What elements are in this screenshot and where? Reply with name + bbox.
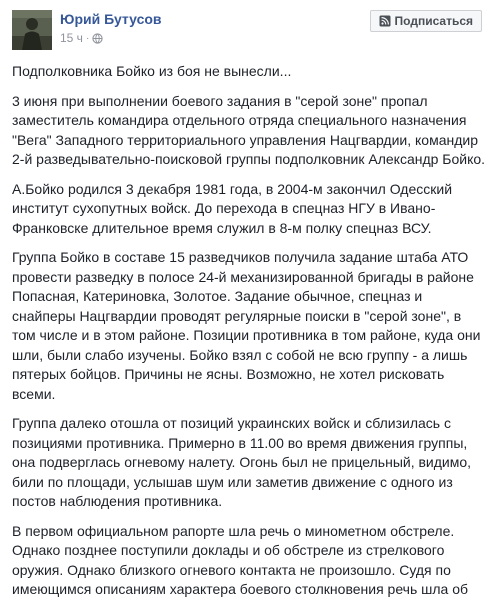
globe-icon[interactable] xyxy=(92,33,103,44)
post-paragraph: А.Бойко родился 3 декабря 1981 года, в 2004-м закончил Одесский институт сухопутных войск. До перехода в спецназ НГУ в Ивано-Франковске длительное время служил в 8-м полку спецназ ВСУ. xyxy=(12,180,453,236)
avatar[interactable] xyxy=(12,10,52,50)
post-time[interactable]: 15 ч xyxy=(60,31,83,45)
post-paragraph: Группа Бойко в составе 15 разведчиков получила задание штаба АТО провести разведку в полосе 24-й механизированной бригады в районе Попасная, Катериновка, Золотое. Задание обычное, спецназ и снайперы Нацгвардии проводят регулярные поиски в "серой зоне", в том числе и в этом районе. Позиции противника в том районе, куда они шли, были слабо изучены. Бойко взял с собой не всю группу - а лишь пятерых бойцов. Причины не ясны. Возможно, не хотел рисковать всеми. xyxy=(12,249,481,402)
author-name[interactable]: Юрий Бутусов xyxy=(60,11,162,27)
rss-follow-icon xyxy=(379,15,391,27)
post-paragraph: Подполковника Бойко из боя не вынесли... xyxy=(12,63,292,79)
post-paragraph: 3 июня при выполнении боевого задания в "серой зоне" пропал заместитель командира отдельного отряда специального назначения "Вега" Западного территориального управления Нацгвардии, командир 2-й разведывательно-поисковой группы подполковник Александр Бойко. xyxy=(12,92,486,167)
post-meta xyxy=(60,31,103,45)
subscribe-button[interactable] xyxy=(370,10,482,32)
post-text xyxy=(12,62,488,610)
post-paragraph: Группа далеко отошла от позиций украинских войск и сблизилась с позициями противника. Примерно в 11.00 во время движения группы, она подверглась огневому налету. Огонь был не прицельный, видимо, били по площади, услышав шум или заметив движение с одного из постов наблюдения противника. xyxy=(12,415,472,509)
avatar-photo xyxy=(12,10,52,50)
meta-separator: · xyxy=(85,32,90,44)
post-paragraph: В первом официальном рапорте шла речь о минометном обстреле. Однако позднее поступили доклады и об обстреле из стрелкового оружия. Однако близкого огневого контакта не произошло. Судя по имеющимся описаниям характера боевого столкновения речь шла об xyxy=(12,522,469,597)
subscribe-label: Подписаться xyxy=(394,14,473,28)
